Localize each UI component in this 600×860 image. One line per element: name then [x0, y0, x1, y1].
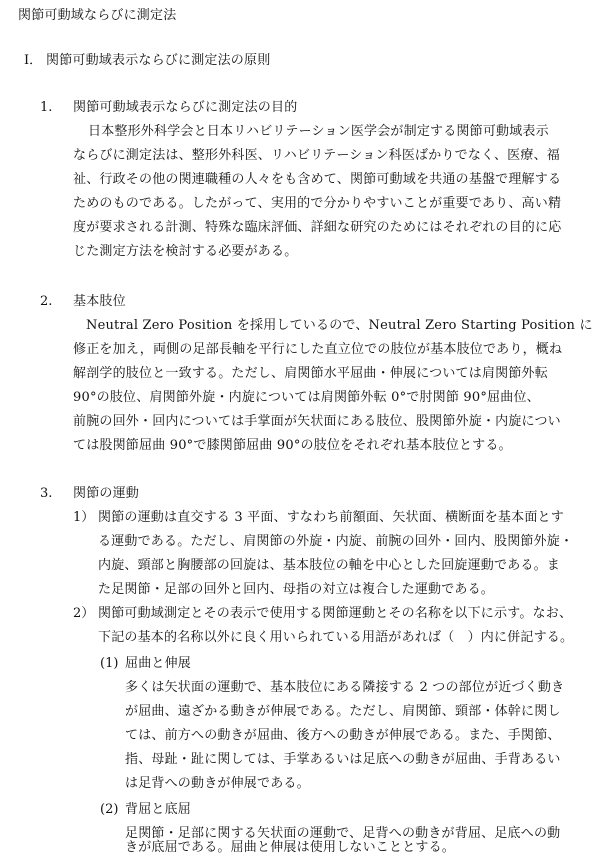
- paragraph-line: じた測定方法を検討する必要がある。: [73, 244, 298, 259]
- paragraph-line: ては股関節屈曲 90°で膝関節屈曲 90°の肢位をそれぞれ基本肢位とする。: [73, 438, 512, 453]
- chapter-title: 関節可動域表示ならびに測定法の原則: [46, 53, 271, 68]
- paragraph-line: 度が要求される計測、特殊な臨床評価、詳細な研究のためにはそれぞれの目的に応: [73, 220, 562, 235]
- sub-item-line: きが底屈である。屈曲と伸展は使用しないこととする。: [125, 840, 456, 855]
- section-title: 基本肢位: [73, 294, 126, 309]
- paragraph-line: 日本整形外科学会と日本リハビリテーション医学会が制定する関節可動域表示: [88, 124, 549, 139]
- list-item-line: 内旋、頸部と胸腰部の回旋は、基本肢位の軸を中心とした回旋運動である。ま: [98, 558, 561, 573]
- paragraph-line: 解剖学的肢位と一致する。ただし、肩関節水平屈曲・伸展については肩関節外転: [73, 366, 548, 381]
- paragraph-line: 祉、行政その他の関連職種の人々をも含めて、関節可動域を共通の基盤で理解する: [73, 172, 562, 187]
- list-item-line: 関節可動域測定とその表示で使用する関節運動とその名称を以下に示す。なお、: [98, 606, 573, 621]
- list-item-line: 関節の運動は直交する 3 平面、すなわち前額面、矢状面、横断面を基本面とす: [98, 510, 564, 525]
- paragraph-line: 修正を加え，両側の足部長軸を平行にした直立位での肢位が基本肢位であり，概ね: [73, 342, 563, 357]
- list-item-number: 1）: [73, 510, 95, 525]
- list-item-line: る運動である。ただし、肩関節の外旋・内旋、前腕の回外・回内、股関節外旋・: [98, 534, 574, 549]
- chapter-number: I．: [24, 53, 43, 68]
- paragraph-line: 90°の肢位、肩関節外旋・内旋については肩関節外転 0°で肘関節 90°屈曲位、: [73, 390, 540, 405]
- paragraph-line: ならびに測定法は、整形外科医、リハビリテーション科医ばかりでなく、医療、福: [73, 148, 560, 163]
- sub-item-line: ては、前方への動きが屈曲、後方への動きが伸展である。また、手関節、: [125, 728, 561, 743]
- sub-item-line: 多くは矢状面の運動で、基本肢位にある隣接する 2 つの部位が近づく動き: [125, 680, 565, 695]
- sub-item-line: 足関節・足部に関する矢状面の運動で、足背への動きが背屈、足底への動: [125, 826, 561, 841]
- sub-item-line: は足背への動きが伸展である。: [125, 776, 310, 791]
- paragraph-line: ためのものである。したがって、実用的で分かりやすいことが重要であり、高い精: [73, 196, 562, 211]
- section-title: 関節可動域表示ならびに測定法の目的: [73, 100, 298, 115]
- sub-item-number: (1): [100, 656, 119, 671]
- sub-item-line: 指、母趾・趾に関しては、手掌あるいは足底への動きが屈曲、手背あるい: [125, 752, 561, 767]
- paragraph-line: Neutral Zero Position を採用しているので、Neutral Zero Starting Position に: [86, 318, 593, 333]
- section-number: 3.: [40, 486, 53, 501]
- sub-item-title: 屈曲と伸展: [125, 656, 192, 671]
- sub-item-title: 背屈と底屈: [125, 802, 192, 817]
- section-number: 2.: [40, 294, 53, 309]
- list-item-line: 下記の基本的名称以外に良く用いられている用語があれば（ ）内に併記する。: [98, 630, 574, 645]
- section-title: 関節の運動: [73, 486, 140, 501]
- paragraph-line: 前腕の回外・回内については手掌面が矢状面にある肢位、股関節外旋・内旋につい: [73, 414, 561, 429]
- sub-item-line: が屈曲、遠ざかる動きが伸展である。ただし、肩関節、頸部・体幹に関し: [125, 704, 561, 719]
- document-title: 関節可動域ならびに測定法: [18, 8, 177, 23]
- list-item-line: た足関節・足部の回外と回内、母指の対立は複合した運動である。: [98, 582, 495, 597]
- list-item-number: 2）: [73, 606, 95, 621]
- section-number: 1.: [40, 100, 53, 115]
- sub-item-number: (2): [100, 802, 119, 817]
